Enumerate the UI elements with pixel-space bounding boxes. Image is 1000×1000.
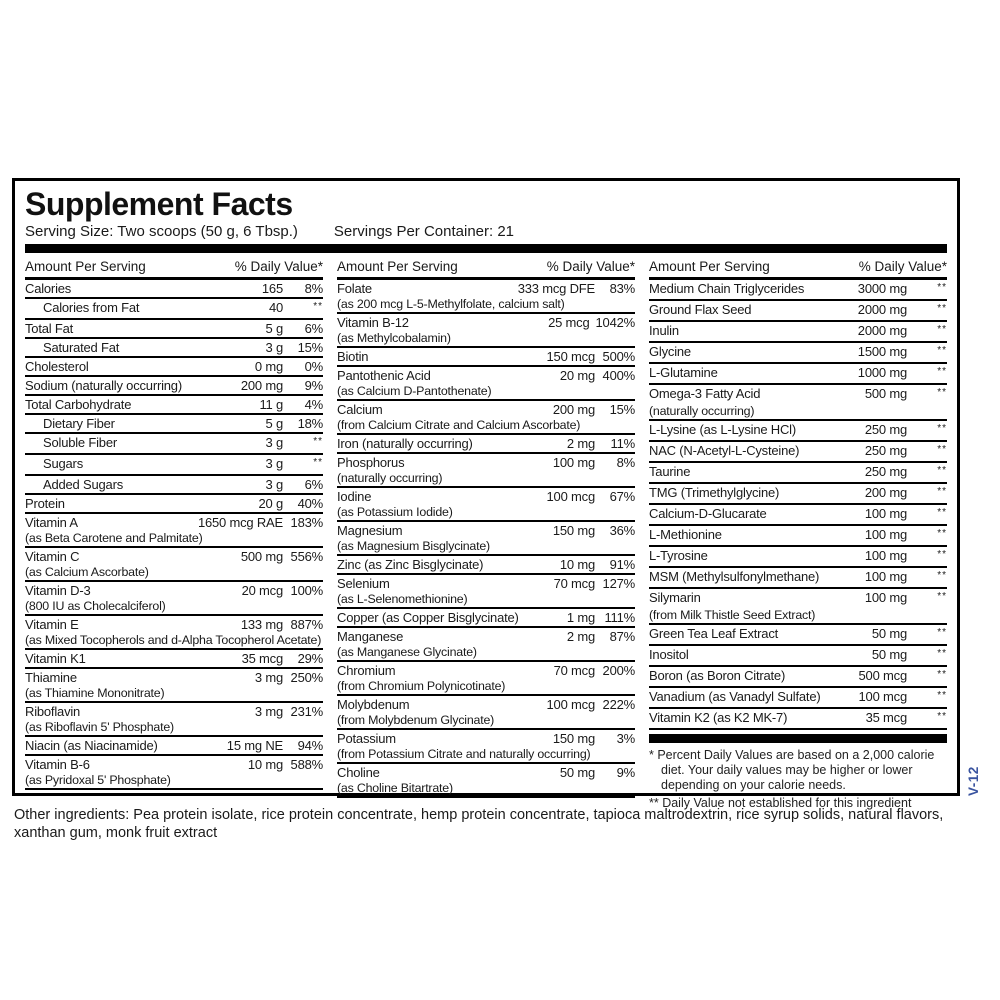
nutrient-daily-value: ** [937, 591, 947, 602]
supplement-facts-panel [12, 178, 960, 810]
nutrient-amount: 500 mcg [858, 668, 907, 683]
nutrient-daily-value: ** [937, 528, 947, 539]
nutrient-name: Medium Chain Triglycerides [649, 281, 805, 296]
nutrient-amount: 3 mg [254, 704, 283, 719]
nutrient-amount: 3 g [265, 477, 283, 492]
nutrient-row [25, 320, 323, 339]
nutrient-row [337, 522, 635, 556]
nutrient-row [25, 377, 323, 396]
nutrient-name: MSM (Methylsulfonylmethane) [649, 569, 820, 584]
nutrient-row [649, 646, 947, 667]
nutrient-row [25, 280, 323, 299]
nutrient-row [25, 650, 323, 669]
nutrient-row [649, 343, 947, 364]
nutrient-source-note: (as Calcium D-Pantothenate) [337, 384, 492, 398]
nutrient-name: Sugars [43, 456, 83, 471]
nutrient-daily-value: ** [937, 627, 947, 638]
nutrient-name: Calories [25, 281, 72, 296]
nutrient-amount: 3 mg [254, 670, 283, 685]
nutrient-amount: 40 [268, 300, 283, 315]
nutrient-row [649, 625, 947, 646]
nutrient-name: Inositol [649, 647, 689, 662]
nutrient-daily-value: ** [937, 387, 947, 398]
nutrient-row [25, 669, 323, 703]
nutrient-amount: 100 mg [864, 590, 907, 605]
nutrient-name: Inulin [649, 323, 679, 338]
nutrient-amount: 1 mg [566, 610, 595, 625]
nutrient-amount: 100 mg [864, 527, 907, 542]
nutrient-row [25, 514, 323, 548]
nutrient-name: Calories from Fat [43, 300, 140, 315]
nutrient-name: Silymarin [649, 590, 701, 605]
nutrient-amount: 25 mcg [548, 315, 590, 330]
nutrient-row [337, 314, 635, 348]
nutrient-amount: 2 mg [566, 629, 595, 644]
nutrient-row [25, 703, 323, 737]
nutrient-name: Vitamin D-3 [25, 583, 91, 598]
nutrient-name: Total Carbohydrate [25, 397, 132, 412]
nutrient-daily-value: 6% [304, 477, 323, 492]
nutrient-row [337, 696, 635, 730]
nutrient-source-note: (as 200 mcg L-5-Methylfolate, calcium salt) [337, 297, 565, 311]
nutrient-amount: 333 mcg DFE [517, 281, 595, 296]
nutrient-daily-value: ** [937, 324, 947, 335]
nutrient-name: Taurine [649, 464, 691, 479]
nutrient-daily-value: 94% [297, 738, 323, 753]
nutrient-source-note: (from Molybdenum Glycinate) [337, 713, 495, 727]
nutrient-amount: 500 mg [864, 386, 907, 401]
nutrient-amount: 165 [261, 281, 283, 296]
nutrient-daily-value: ** [937, 444, 947, 455]
nutrient-daily-value: ** [937, 570, 947, 581]
nutrient-column-3 [649, 259, 947, 814]
nutrient-amount: 1000 mg [857, 365, 907, 380]
nutrient-name: Green Tea Leaf Extract [649, 626, 779, 641]
nutrient-source-note: (as Pyridoxal 5' Phosphate) [25, 773, 171, 787]
nutrient-name: Boron (as Boron Citrate) [649, 668, 786, 683]
nutrient-name: Vitamin C [25, 549, 80, 564]
nutrient-daily-value: 588% [290, 757, 323, 772]
nutrient-name: Dietary Fiber [43, 416, 115, 431]
nutrient-daily-value: ** [313, 457, 323, 468]
nutrient-daily-value: ** [937, 711, 947, 722]
nutrient-amount: 200 mg [240, 378, 283, 393]
nutrient-row [337, 575, 635, 609]
nutrient-name: Vitamin K1 [25, 651, 86, 666]
nutrient-daily-value: 83% [609, 281, 635, 296]
nutrient-amount: 200 mg [864, 485, 907, 500]
nutrient-source-note: (naturally occurring) [649, 404, 755, 418]
nutrient-amount: 5 g [265, 416, 283, 431]
nutrient-name: Chromium [337, 663, 396, 678]
column-header [25, 259, 323, 280]
nutrient-row [649, 280, 947, 301]
nutrient-amount: 100 mcg [546, 489, 595, 504]
nutrient-daily-value: ** [937, 648, 947, 659]
nutrient-daily-value: 40% [297, 496, 323, 511]
nutrient-source-note: (naturally occurring) [337, 471, 443, 485]
nutrient-row [25, 495, 323, 514]
nutrient-name: Added Sugars [43, 477, 123, 492]
nutrient-row [337, 628, 635, 662]
nutrient-row [337, 662, 635, 696]
column-header-left: Amount Per Serving [25, 259, 146, 274]
nutrient-name: Cholesterol [25, 359, 89, 374]
nutrient-daily-value: 8% [616, 455, 635, 470]
nutrient-daily-value: ** [313, 301, 323, 312]
nutrient-columns [25, 259, 947, 814]
nutrient-source-note: (from Potassium Citrate and naturally occurring) [337, 747, 591, 761]
nutrient-daily-value: 556% [290, 549, 323, 564]
nutrient-name: Pantothenic Acid [337, 368, 431, 383]
nutrient-source-note: (from Chromium Polynicotinate) [337, 679, 506, 693]
nutrient-name: Magnesium [337, 523, 403, 538]
nutrient-row [649, 688, 947, 709]
nutrient-amount: 1500 mg [857, 344, 907, 359]
servings-per-container: Servings Per Container: 21 [333, 223, 515, 240]
nutrient-daily-value: 36% [609, 523, 635, 538]
nutrient-row [649, 484, 947, 505]
nutrient-daily-value: 8% [304, 281, 323, 296]
nutrient-name: Vitamin E [25, 617, 79, 632]
nutrient-daily-value: ** [937, 669, 947, 680]
nutrient-amount: 3000 mg [857, 281, 907, 296]
nutrient-source-note: (as Mixed Tocopherols and d-Alpha Tocopherol Acetate) [25, 633, 322, 647]
nutrient-amount: 250 mg [864, 464, 907, 479]
nutrient-amount: 100 mg [864, 506, 907, 521]
nutrient-source-note: (as L-Selenomethionine) [337, 592, 468, 606]
nutrient-amount: 250 mg [864, 443, 907, 458]
nutrient-daily-value: 67% [609, 489, 635, 504]
nutrient-name: Copper (as Copper Bisglycinate) [337, 610, 519, 625]
nutrient-name: Manganese [337, 629, 404, 644]
nutrient-source-note: (as Thiamine Mononitrate) [25, 686, 165, 700]
nutrient-daily-value: 3% [616, 731, 635, 746]
nutrient-amount: 50 mg [559, 765, 595, 780]
nutrient-name: Choline [337, 765, 380, 780]
nutrient-name: Niacin (as Niacinamide) [25, 738, 158, 753]
nutrient-name: Selenium [337, 576, 390, 591]
nutrient-row [25, 616, 323, 650]
nutrient-name: Sodium (naturally occurring) [25, 378, 182, 393]
nutrient-column-2 [337, 259, 635, 814]
nutrient-name: Protein [25, 496, 65, 511]
nutrient-amount: 2000 mg [857, 323, 907, 338]
nutrient-name: Potassium [337, 731, 396, 746]
nutrient-row [649, 667, 947, 688]
nutrient-daily-value: 200% [602, 663, 635, 678]
nutrient-name: NAC (N-Acetyl-L-Cysteine) [649, 443, 800, 458]
nutrient-amount: 15 mg NE [226, 738, 283, 753]
nutrient-row [337, 435, 635, 454]
nutrient-name: Iron (naturally occurring) [337, 436, 473, 451]
nutrient-row [337, 556, 635, 575]
nutrient-row [337, 488, 635, 522]
nutrient-row [337, 348, 635, 367]
nutrient-amount: 20 mg [559, 368, 595, 383]
nutrient-daily-value: 1042% [595, 315, 635, 330]
nutrient-row [25, 476, 323, 495]
nutrient-row [649, 463, 947, 484]
nutrient-name: Total Fat [25, 321, 74, 336]
nutrient-name: Omega-3 Fatty Acid [649, 386, 761, 401]
nutrient-daily-value: 91% [609, 557, 635, 572]
nutrient-amount: 20 g [258, 496, 283, 511]
nutrient-amount: 50 mg [871, 626, 907, 641]
nutrient-daily-value: ** [937, 507, 947, 518]
nutrient-amount: 20 mcg [241, 583, 283, 598]
nutrient-daily-value: ** [313, 436, 323, 447]
nutrient-amount: 150 mg [552, 731, 595, 746]
nutrient-name: Vanadium (as Vanadyl Sulfate) [649, 689, 821, 704]
footnotes [649, 743, 947, 811]
nutrient-row [649, 589, 947, 625]
nutrient-daily-value: 400% [602, 368, 635, 383]
nutrient-amount: 150 mcg [546, 349, 595, 364]
nutrient-amount: 11 g [259, 397, 283, 412]
nutrient-amount: 0 mg [254, 359, 283, 374]
footnote-not-established: ** Daily Value not established for this ingredient [649, 796, 912, 810]
nutrient-amount: 50 mg [871, 647, 907, 662]
nutrient-name: L-Lysine (as L-Lysine HCl) [649, 422, 796, 437]
nutrient-row [649, 709, 947, 730]
nutrient-name: Phosphorus [337, 455, 405, 470]
nutrient-name: Thiamine [25, 670, 77, 685]
nutrient-daily-value: 0% [304, 359, 323, 374]
panel-title: Supplement Facts [25, 186, 293, 222]
nutrient-row [649, 421, 947, 442]
nutrient-amount: 3 g [265, 340, 283, 355]
nutrient-name: Riboflavin [25, 704, 81, 719]
column-header-right: % Daily Value* [234, 259, 323, 274]
nutrient-daily-value: 87% [609, 629, 635, 644]
nutrient-row [25, 358, 323, 377]
nutrient-name: Glycine [649, 344, 691, 359]
nutrient-row [649, 322, 947, 343]
nutrient-daily-value: 11% [610, 436, 635, 451]
nutrient-source-note: (as Potassium Iodide) [337, 505, 453, 519]
nutrient-daily-value: 500% [602, 349, 635, 364]
nutrient-daily-value: ** [937, 345, 947, 356]
nutrient-amount: 10 mg [559, 557, 595, 572]
nutrient-row [649, 547, 947, 568]
nutrient-row [337, 609, 635, 628]
nutrient-daily-value: 29% [297, 651, 323, 666]
nutrient-daily-value: 222% [602, 697, 635, 712]
nutrient-column-1 [25, 259, 323, 814]
column-header [337, 259, 635, 280]
nutrient-amount: 100 mg [864, 548, 907, 563]
nutrient-amount: 150 mg [552, 523, 595, 538]
nutrient-daily-value: ** [937, 423, 947, 434]
nutrient-source-note: (from Milk Thistle Seed Extract) [649, 608, 816, 622]
nutrient-amount: 3 g [265, 456, 283, 471]
nutrient-amount: 100 mg [552, 455, 595, 470]
nutrient-row [25, 582, 323, 616]
nutrient-row [25, 415, 323, 434]
nutrient-name: Calcium-D-Glucarate [649, 506, 767, 521]
nutrient-name: Soluble Fiber [43, 435, 117, 450]
serving-info [25, 223, 947, 240]
nutrient-amount: 200 mg [552, 402, 595, 417]
nutrient-amount: 100 mcg [858, 689, 907, 704]
other-ingredients: Other ingredients: Pea protein isolate, rice protein concentrate, hemp protein concentrate, tapioca maltrodextrin, rice syrup solids, natural flavors, xanthan gum, monk fruit extract [14, 807, 944, 841]
nutrient-row [337, 401, 635, 435]
nutrient-source-note: (as Methylcobalamin) [337, 331, 451, 345]
nutrient-daily-value: 15% [297, 340, 323, 355]
nutrient-name: Biotin [337, 349, 369, 364]
nutrient-daily-value: ** [937, 303, 947, 314]
nutrient-row [25, 299, 323, 320]
serving-size: Serving Size: Two scoops (50 g, 6 Tbsp.) [25, 223, 298, 240]
nutrient-amount: 70 mcg [553, 663, 595, 678]
nutrient-rows [649, 280, 947, 730]
nutrient-daily-value: ** [937, 486, 947, 497]
nutrient-amount: 100 mcg [546, 697, 595, 712]
nutrient-amount: 10 mg [247, 757, 283, 772]
nutrient-row [649, 526, 947, 547]
nutrient-row [25, 396, 323, 415]
nutrient-row [337, 454, 635, 488]
nutrient-name: Molybdenum [337, 697, 410, 712]
nutrient-source-note: (as Calcium Ascorbate) [25, 565, 149, 579]
version-code: V-12 [966, 766, 981, 796]
nutrient-amount: 250 mg [864, 422, 907, 437]
nutrient-source-note: (as Beta Carotene and Palmitate) [25, 531, 203, 545]
nutrient-row [649, 568, 947, 589]
nutrient-row [649, 505, 947, 526]
nutrient-name: Folate [337, 281, 372, 296]
nutrient-daily-value: 4% [304, 397, 323, 412]
nutrient-row [649, 364, 947, 385]
header-divider-bar [25, 244, 947, 253]
nutrient-amount: 70 mcg [553, 576, 595, 591]
nutrient-row [649, 442, 947, 463]
footnote-daily-value: * Percent Daily Values are based on a 2,000 calorie diet. Your daily values may be higher or lower depending on your calorie needs. [649, 748, 935, 792]
nutrient-row [25, 434, 323, 455]
nutrient-row [649, 301, 947, 322]
nutrient-amount: 5 g [265, 321, 283, 336]
column-header-right: % Daily Value* [546, 259, 635, 274]
nutrient-name: Vitamin A [25, 515, 78, 530]
nutrient-daily-value: 111% [604, 610, 635, 625]
nutrient-daily-value: ** [937, 366, 947, 377]
nutrient-name: L-Glutamine [649, 365, 718, 380]
nutrient-row [25, 737, 323, 756]
nutrient-amount: 1650 mcg RAE [197, 515, 283, 530]
nutrient-daily-value: 100% [290, 583, 323, 598]
nutrient-name: Calcium [337, 402, 383, 417]
nutrient-amount: 2 mg [566, 436, 595, 451]
nutrient-row [25, 548, 323, 582]
nutrient-row [337, 730, 635, 764]
nutrient-row [25, 339, 323, 358]
nutrient-name: Saturated Fat [43, 340, 120, 355]
nutrient-daily-value: 9% [616, 765, 635, 780]
nutrient-amount: 100 mg [864, 569, 907, 584]
nutrient-amount: 35 mcg [865, 710, 907, 725]
nutrient-name: Vitamin B-6 [25, 757, 90, 772]
nutrient-daily-value: 231% [290, 704, 323, 719]
nutrient-daily-value: 127% [602, 576, 635, 591]
nutrient-amount: 3 g [265, 435, 283, 450]
nutrient-daily-value: ** [937, 549, 947, 560]
nutrient-daily-value: 250% [290, 670, 323, 685]
column-header-left: Amount Per Serving [337, 259, 458, 274]
nutrient-row [649, 385, 947, 421]
nutrient-daily-value: ** [937, 690, 947, 701]
nutrient-source-note: (800 IU as Cholecalciferol) [25, 599, 166, 613]
column-header [649, 259, 947, 280]
nutrient-amount: 2000 mg [857, 302, 907, 317]
nutrient-daily-value: 6% [304, 321, 323, 336]
nutrient-name: L-Methionine [649, 527, 722, 542]
nutrient-amount: 500 mg [240, 549, 283, 564]
nutrient-amount: 35 mcg [241, 651, 283, 666]
nutrient-row [25, 455, 323, 476]
nutrient-row [337, 280, 635, 314]
nutrient-rows [337, 280, 635, 798]
nutrient-row [337, 764, 635, 798]
nutrient-daily-value: 887% [290, 617, 323, 632]
nutrient-name: Iodine [337, 489, 372, 504]
column-header-left: Amount Per Serving [649, 259, 770, 274]
nutrient-source-note: (as Choline Bitartrate) [337, 781, 453, 795]
nutrient-daily-value: ** [937, 465, 947, 476]
nutrient-source-note: (as Magnesium Bisglycinate) [337, 539, 490, 553]
nutrient-source-note: (as Manganese Glycinate) [337, 645, 477, 659]
nutrient-source-note: (as Riboflavin 5' Phosphate) [25, 720, 174, 734]
nutrient-source-note: (from Calcium Citrate and Calcium Ascorbate) [337, 418, 581, 432]
nutrient-daily-value: 18% [297, 416, 323, 431]
nutrient-daily-value: ** [937, 282, 947, 293]
nutrient-name: Zinc (as Zinc Bisglycinate) [337, 557, 484, 572]
nutrient-amount: 133 mg [240, 617, 283, 632]
nutrient-row [25, 756, 323, 790]
nutrient-name: Vitamin K2 (as K2 MK-7) [649, 710, 788, 725]
nutrient-name: L-Tyrosine [649, 548, 708, 563]
nutrient-daily-value: 9% [304, 378, 323, 393]
nutrient-row [337, 367, 635, 401]
nutrient-daily-value: 183% [290, 515, 323, 530]
column-header-right: % Daily Value* [858, 259, 947, 274]
nutrient-name: Ground Flax Seed [649, 302, 752, 317]
footnote-divider-bar [649, 734, 947, 743]
nutrient-rows [25, 280, 323, 790]
nutrient-name: Vitamin B-12 [337, 315, 409, 330]
nutrient-name: TMG (Trimethylglycine) [649, 485, 780, 500]
nutrient-daily-value: 15% [609, 402, 635, 417]
